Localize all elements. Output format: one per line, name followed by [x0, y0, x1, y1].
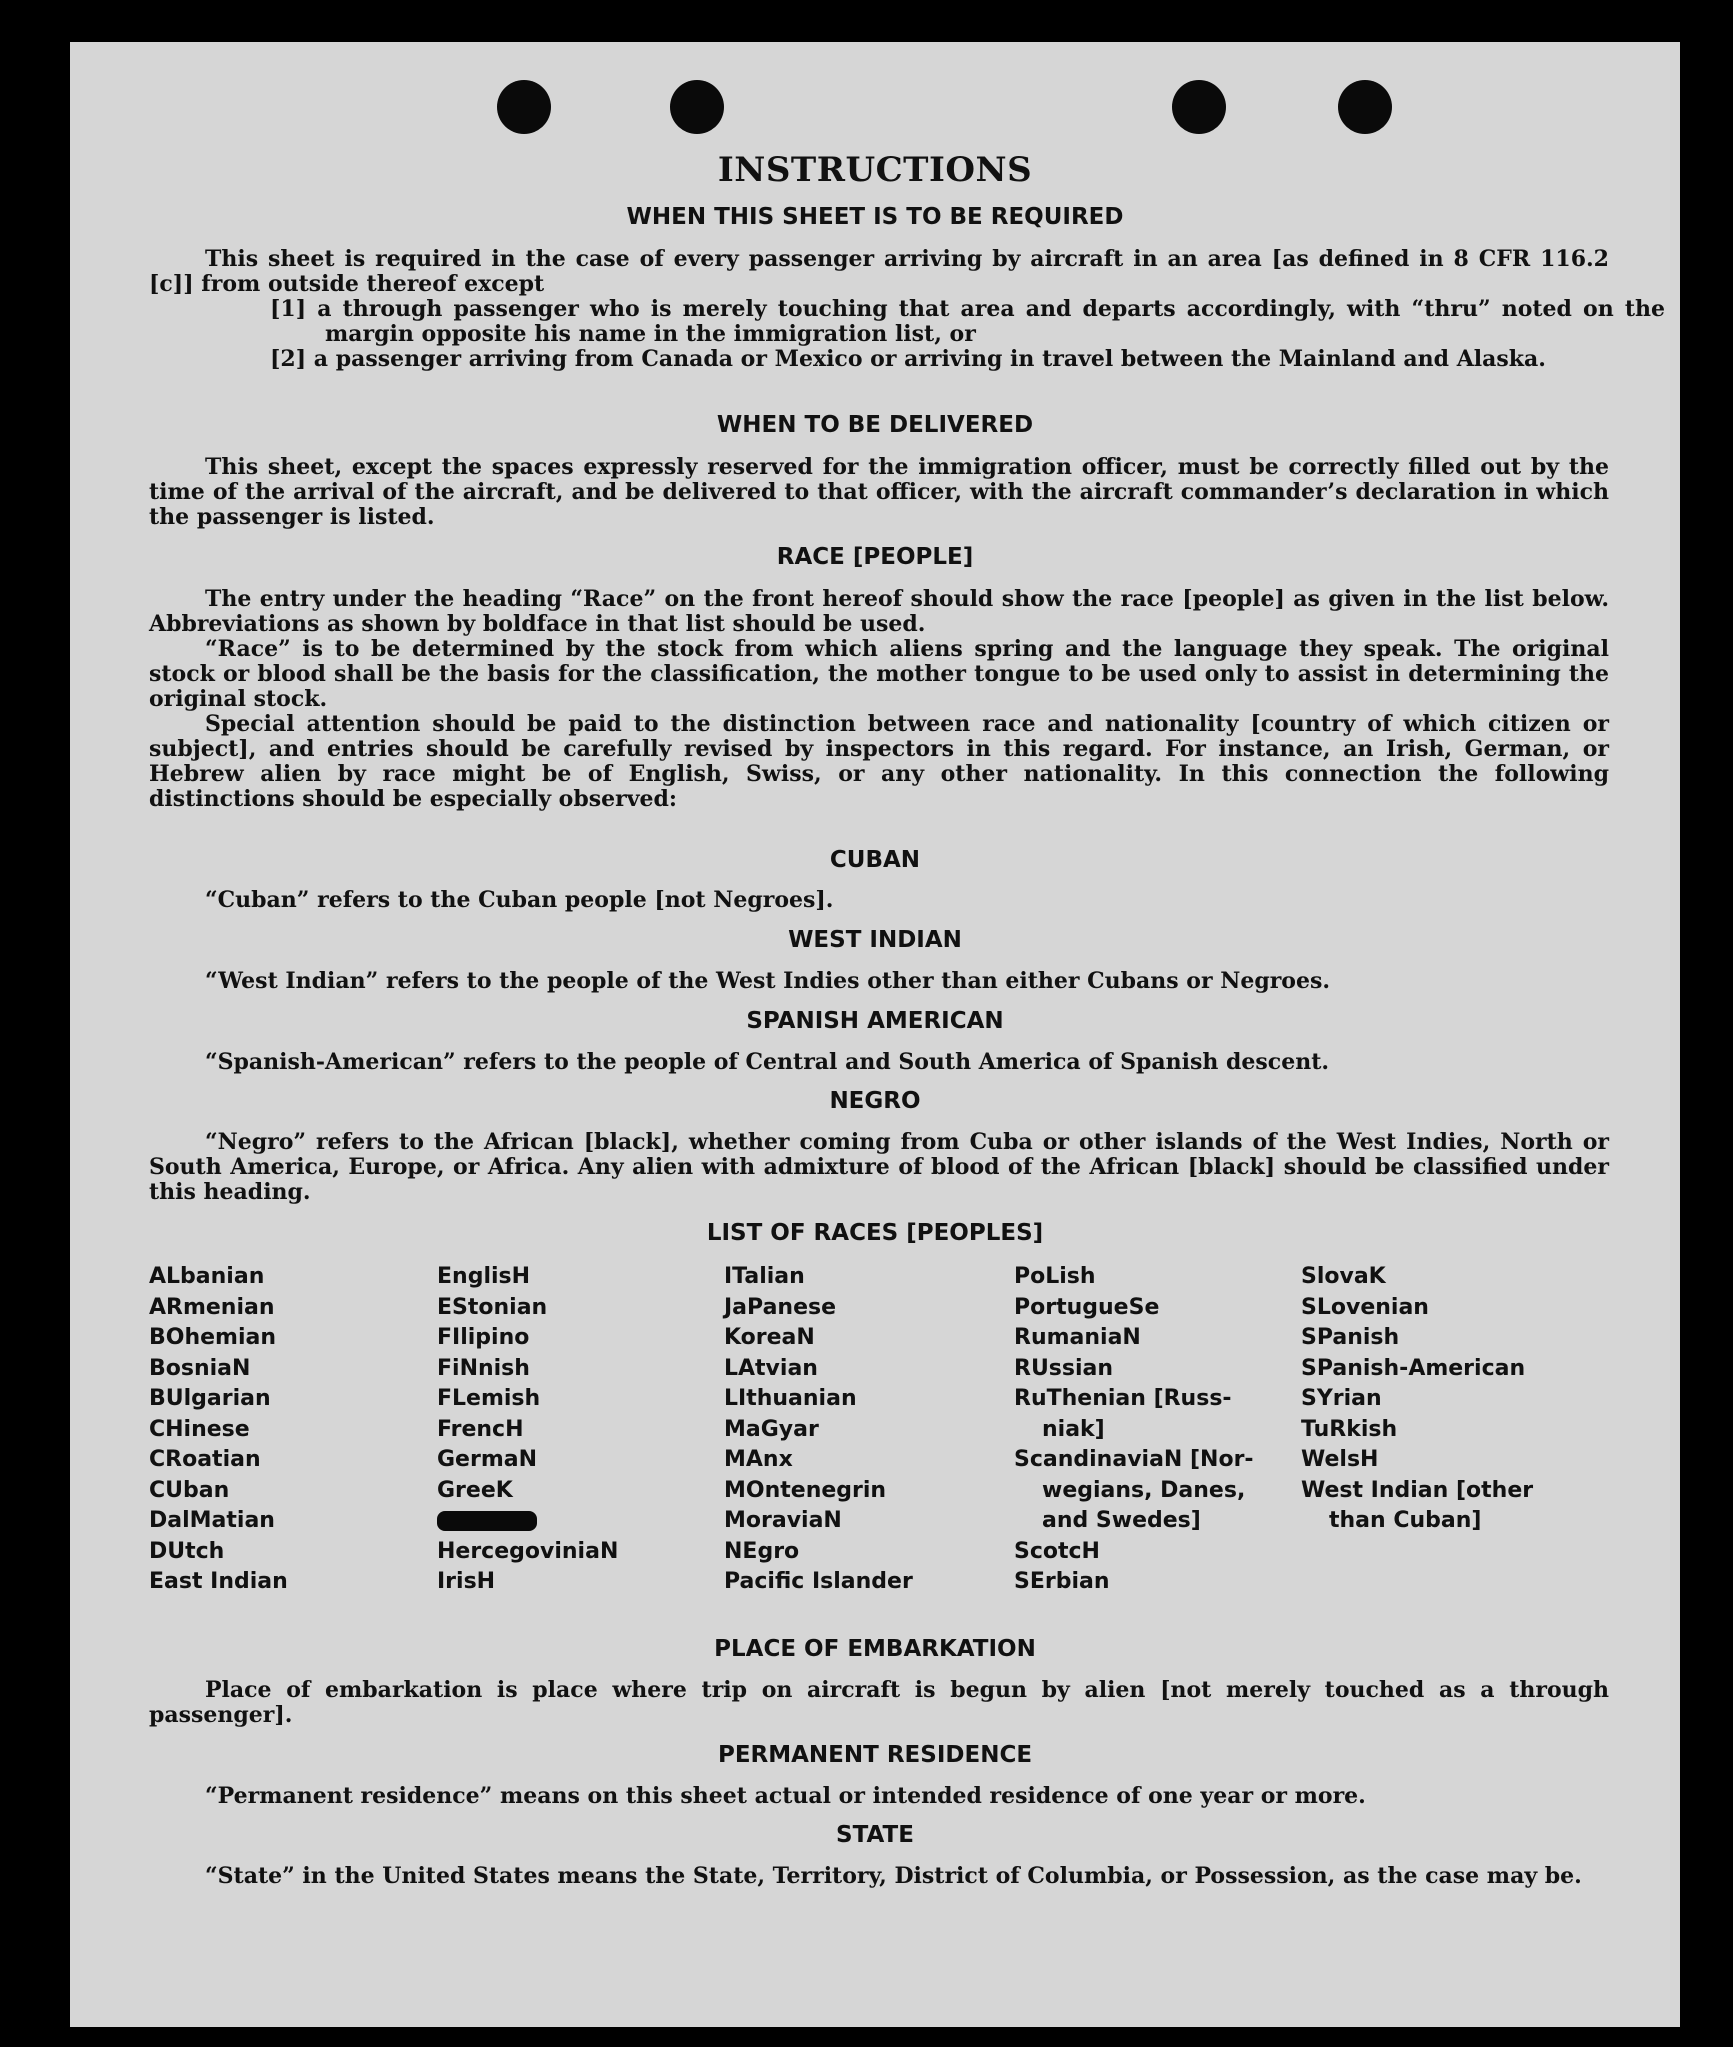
- paragraph-race-1: The entry under the heading “Race” on the front hereof should show the race [people] as given in the list below. Abbreviations as shown by boldface in that list should be used.: [149, 586, 1609, 637]
- paragraph-cuban: “Cuban” refers to the Cuban people [not Negroes].: [205, 887, 834, 913]
- race-item: wegians, Danes,: [1042, 1477, 1246, 1503]
- races-column-1: [149, 1262, 288, 1598]
- paragraph-delivered: This sheet, except the spaces expressly reserved for the immigration officer, must be correctly filled out by the time of the arrival of the aircraft, and be delivered to that officer, with the aircraft commander’s declaration in which the passenger is listed.: [149, 454, 1609, 530]
- race-item: RUssian: [1014, 1355, 1114, 1381]
- race-item: CUban: [149, 1477, 230, 1503]
- race-item: LAtvian: [724, 1355, 818, 1381]
- race-item: EStonian: [437, 1294, 548, 1320]
- race-item: RuThenian [Russ-: [1014, 1386, 1232, 1411]
- race-item: Pacific Islander: [724, 1569, 913, 1594]
- race-item: PortugueSe: [1014, 1294, 1160, 1320]
- race-item: MAnx: [724, 1447, 793, 1472]
- race-item: CRoatian: [149, 1447, 261, 1472]
- heading-when-delivered: WHEN TO BE DELIVERED: [716, 412, 1034, 438]
- race-item: SYrian: [1301, 1386, 1382, 1411]
- race-item: FiNnish: [437, 1355, 530, 1381]
- paragraph-state: “State” in the United States means the State, Territory, District of Columbia, or Possession, as the case may be.: [205, 1863, 1582, 1889]
- races-column-3: [724, 1262, 913, 1598]
- race-item: FIlipino: [437, 1325, 530, 1350]
- heading-list-of-races: LIST OF RACES [PEOPLES]: [706, 1220, 1044, 1246]
- race-item: DUtch: [149, 1538, 225, 1564]
- paragraph-negro: “Negro” refers to the African [black], whether coming from Cuba or other islands of the West Indies, North or South America, Europe, or Africa. Any alien with admixture of blood of the African [black] should be classified under this heading.: [149, 1129, 1609, 1205]
- race-item: ARmenian: [149, 1294, 275, 1320]
- race-item: RumaniaN: [1014, 1325, 1141, 1350]
- race-item: ScandinaviaN [Nor-: [1014, 1447, 1254, 1472]
- race-item: FLemish: [437, 1386, 541, 1411]
- race-item: WelsH: [1301, 1447, 1379, 1472]
- race-item: TuRkish: [1301, 1416, 1398, 1442]
- heading-state: STATE: [836, 1822, 914, 1848]
- races-column-4: [1014, 1262, 1254, 1598]
- race-item: SLovenian: [1301, 1294, 1429, 1320]
- heading-negro: NEGRO: [829, 1088, 921, 1114]
- race-item: MOntenegrin: [724, 1477, 887, 1503]
- race-item: GermaN: [437, 1447, 538, 1472]
- race-item: BOhemian: [149, 1325, 277, 1350]
- race-item: PoLish: [1014, 1264, 1096, 1289]
- race-item: SErbian: [1014, 1569, 1110, 1594]
- paragraph-required-item-2: [2] a passenger arriving from Canada or Mexico or arriving in travel between the Mainland and Alaska.: [270, 346, 1546, 372]
- paragraph-race-3: Special attention should be paid to the distinction between race and nationality [country of which citizen or subject], and entries should be carefully revised by inspectors in this regard. For instance, an Irish, German, or Hebrew alien by race might be of English, Swiss, or any other nationality. In this connection the following distinctions should be especially observed:: [149, 711, 1609, 812]
- race-item: ScotcH: [1014, 1538, 1100, 1564]
- redaction-mark: [437, 1511, 537, 1531]
- race-item: DalMatian: [149, 1508, 275, 1533]
- race-item: than Cuban]: [1329, 1508, 1482, 1533]
- race-item: EnglisH: [437, 1264, 531, 1289]
- race-item: niak]: [1042, 1416, 1105, 1442]
- race-item: ITalian: [724, 1264, 805, 1289]
- race-item: MaGyar: [724, 1416, 819, 1442]
- paragraph-west-indian: “West Indian” refers to the people of the West Indies other than either Cubans or Negroes.: [205, 968, 1331, 994]
- race-item: IrisH: [437, 1569, 496, 1594]
- heading-spanish-american: SPANISH AMERICAN: [746, 1008, 1004, 1034]
- race-item: ALbanian: [149, 1264, 265, 1289]
- paragraph-residence: “Permanent residence” means on this sheet actual or intended residence of one year or more.: [205, 1783, 1366, 1809]
- race-item: GreeK: [437, 1477, 513, 1503]
- paragraph-spanish-american: “Spanish-American” refers to the people of Central and South America of Spanish descent.: [205, 1049, 1330, 1075]
- race-item: BUlgarian: [149, 1386, 271, 1411]
- race-item: West Indian [other: [1301, 1477, 1534, 1503]
- redacted-entry: [437, 1506, 618, 1537]
- paragraph-required-intro: This sheet is required in the case of every passenger arriving by aircraft in an area [as defined in 8 CFR 116.2 [c]] from outside thereof except: [149, 246, 1609, 297]
- heading-permanent-residence: PERMANENT RESIDENCE: [717, 1742, 1033, 1768]
- race-item: SPanish-American: [1301, 1355, 1526, 1381]
- page-title: INSTRUCTIONS: [717, 150, 1033, 190]
- heading-west-indian: WEST INDIAN: [788, 927, 962, 953]
- races-list: [149, 1262, 1629, 1602]
- paragraph-race-2: “Race” is to be determined by the stock from which aliens spring and the language they speak. The original stock or blood shall be the basis for the classification, the mother tongue to be used only to assist in determining the original stock.: [149, 636, 1609, 712]
- heading-place-of-embarkation: PLACE OF EMBARKATION: [714, 1636, 1036, 1662]
- paragraph-required-item-1: [1] a through passenger who is merely touching that area and departs accordingly, with “thru” noted on the margin opposite his name in the immigration list, or: [270, 296, 1665, 347]
- race-item: SPanish: [1301, 1325, 1400, 1350]
- race-item: and Swedes]: [1042, 1508, 1201, 1533]
- races-column-2: [437, 1262, 618, 1598]
- race-item: JaPanese: [724, 1294, 837, 1320]
- race-item: BosniaN: [149, 1355, 251, 1381]
- race-item: NEgro: [724, 1538, 800, 1564]
- heading-race: RACE [PEOPLE]: [776, 544, 974, 570]
- document-sheet: [70, 42, 1680, 2027]
- race-item: CHinese: [149, 1416, 250, 1442]
- race-item: FrencH: [437, 1416, 524, 1442]
- race-item: KoreaN: [724, 1325, 815, 1350]
- race-item: SlovaK: [1301, 1264, 1386, 1289]
- races-column-5: [1301, 1262, 1533, 1537]
- race-item: MoraviaN: [724, 1508, 842, 1533]
- race-item: East Indian: [149, 1569, 288, 1594]
- heading-when-required: WHEN THIS SHEET IS TO BE REQUIRED: [626, 204, 1124, 230]
- race-item: HercegoviniaN: [437, 1538, 619, 1564]
- race-item: LIthuanian: [724, 1386, 857, 1411]
- heading-cuban: CUBAN: [829, 847, 921, 873]
- paragraph-embarkation: Place of embarkation is place where trip on aircraft is begun by alien [not merely touched as a through passenger].: [149, 1677, 1609, 1728]
